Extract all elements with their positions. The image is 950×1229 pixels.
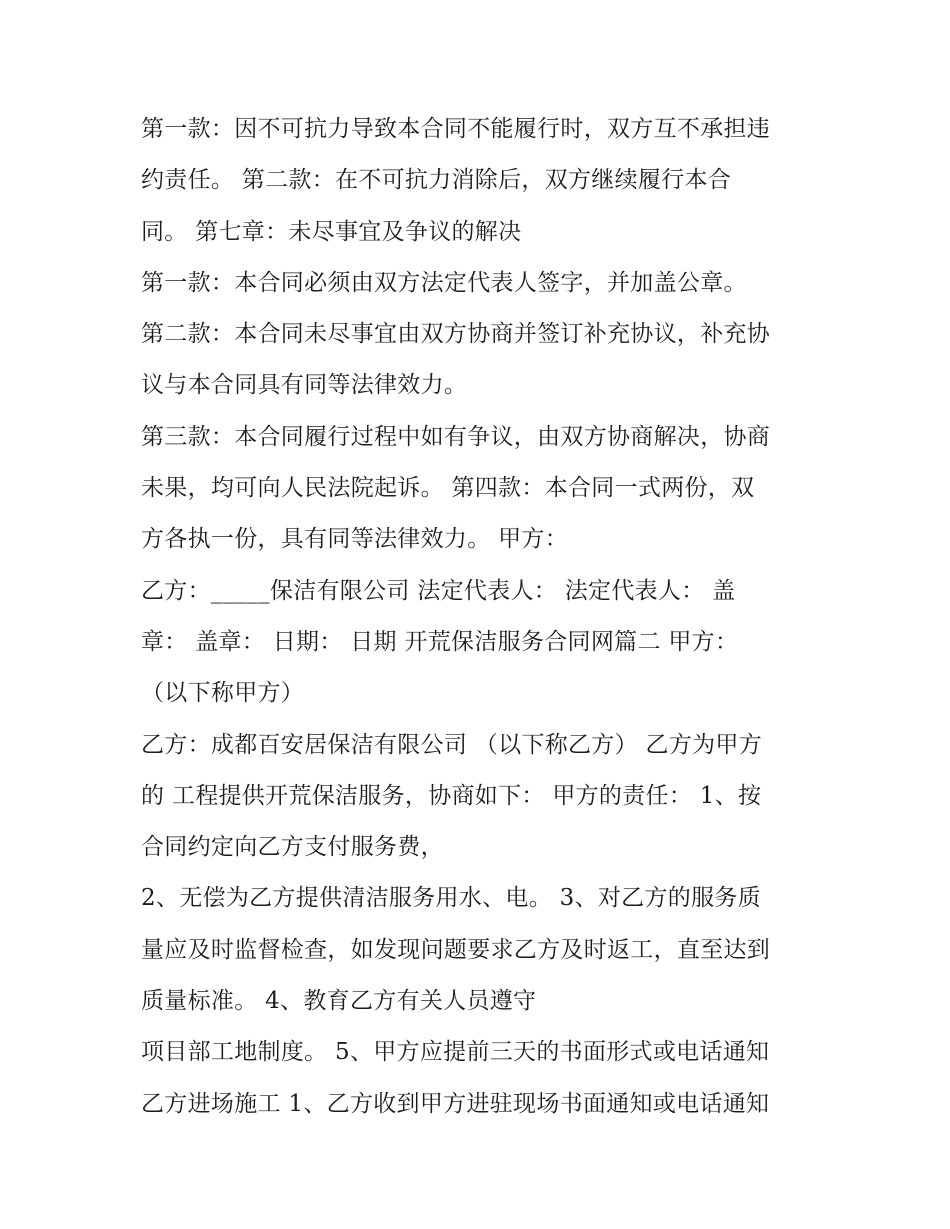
text-line: 议与本合同具有同等法律效力。 xyxy=(141,372,468,399)
text-line: 同。 第七章：未尽事宜及争议的解决 xyxy=(141,218,522,245)
text-line: 乙方：成都百安居保洁有限公司 （以下称乙方） 乙方为甲方 xyxy=(141,731,763,758)
text-line: 第二款：本合同未尽事宜由双方协商并签订补充协议，补充协 xyxy=(141,321,771,348)
text-line: 乙方进场施工 1、乙方收到甲方进驻现场书面通知或电话通知 xyxy=(141,1090,770,1117)
text-line: 2、无偿为乙方提供清洁服务用水、电。 3、对乙方的服务质 xyxy=(141,885,761,912)
text-line: 未果，均可向人民法院起诉。 第四款：本合同一式两份，双 xyxy=(141,475,755,502)
text-line: 的 工程提供开荒保洁服务，协商如下： 甲方的责任： 1、按 xyxy=(141,782,762,809)
text-line: 第一款：本合同必须由双方法定代表人签字，并加盖公章。 xyxy=(141,269,747,296)
text-line: 第一款：因不可抗力导致本合同不能履行时，双方互不承担违 xyxy=(141,116,771,142)
text-line: 量应及时监督检查，如发现问题要求乙方及时返工，直至达到 xyxy=(141,936,771,963)
contract-text-block xyxy=(141,104,821,1130)
text-line: 方各执一份，具有同等法律效力。 甲方： xyxy=(141,526,569,553)
text-line: （以下称甲方） xyxy=(141,680,305,707)
text-line: 第三款：本合同履行过程中如有争议，由双方协商解决，协商 xyxy=(141,423,771,450)
text-line: 章： 盖章： 日期： 日期 开荒保洁服务合同网篇二 甲方： xyxy=(141,628,739,655)
text-line: 合同约定向乙方支付服务费， xyxy=(141,834,444,861)
text-line: 约责任。 第二款：在不可抗力消除后，双方继续履行本合 xyxy=(141,167,732,194)
text-line: 乙方：_____保洁有限公司 法定代表人： 法定代表人： 盖 xyxy=(141,577,736,604)
text-line: 项目部工地制度。 5、甲方应提前三天的书面形式或电话通知 xyxy=(141,1039,770,1066)
text-line: 质量标准。 4、教育乙方有关人员遵守 xyxy=(141,988,537,1015)
